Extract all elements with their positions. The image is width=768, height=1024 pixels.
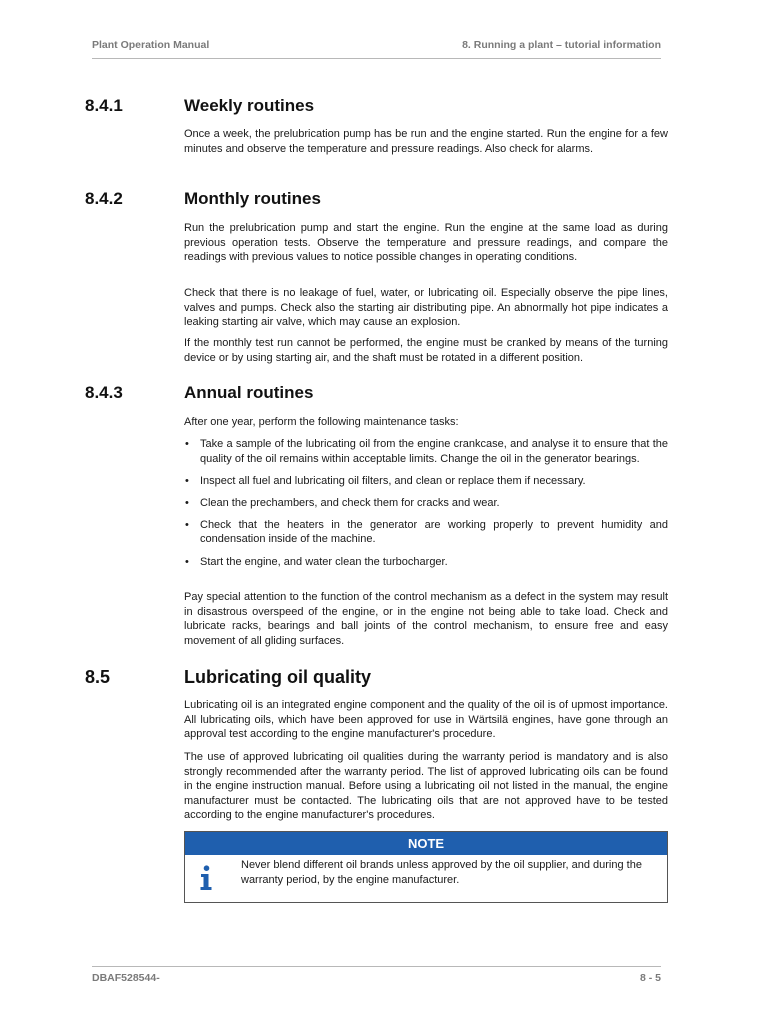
paragraph: The use of approved lubricating oil qualities during the warranty period is mandatory and is also strongly recommended after the warranty period. The list of approved lubricating oils can be found in the engine instruction manual. Before using a lubricating oil not listed in the manual, the engine manufacturer must be contacted. The lubricating oils that are not approved have to be tested according to the engine manufacturer's procedures. bbox=[184, 751, 668, 822]
list-item bbox=[184, 555, 668, 570]
list-item bbox=[184, 496, 668, 511]
list-item bbox=[184, 474, 668, 489]
bullet-icon: • bbox=[185, 474, 189, 487]
list-item-text: Inspect all fuel and lubricating oil filters, and clean or replace them if necessary. bbox=[200, 474, 586, 487]
note-text: Never blend different oil brands unless approved by the oil supplier, and during the warranty period, by the engine manufacturer. bbox=[241, 859, 642, 886]
manual-title: Plant Operation Manual bbox=[92, 39, 210, 51]
section-number: 8.5 bbox=[85, 667, 111, 687]
note-heading: NOTE bbox=[185, 832, 667, 855]
paragraph: Check that there is no leakage of fuel, water, or lubricating oil. Especially observe the pipe lines, valves and pumps. Check also the starting air distributing pipe. An abnormally hot pipe indicates a leaking starting air valve, which may cause an explosion. bbox=[184, 287, 668, 329]
list-item-text: Take a sample of the lubricating oil from the engine crankcase, and analyse it to ensure that the quality of the oil remains within acceptable limits. Change the oil in the generator bearings. bbox=[200, 438, 668, 465]
list-item-text: Clean the prechambers, and check them for cracks and wear. bbox=[200, 496, 500, 509]
section-title: Weekly routines bbox=[184, 96, 315, 115]
section-title: Monthly routines bbox=[184, 189, 321, 208]
info-icon bbox=[199, 865, 213, 891]
maintenance-task-list bbox=[184, 437, 668, 577]
bullet-icon: • bbox=[185, 496, 189, 509]
section-number: 8.4.1 bbox=[85, 96, 123, 115]
paragraph: Lubricating oil is an integrated engine component and the quality of the oil is of upmost importance. All lubricating oils, which have been approved for use in Wärtsilä engines, have gone through an approval test according to the engine manufacturer's procedure. bbox=[184, 699, 668, 741]
list-item bbox=[184, 518, 668, 547]
section-number: 8.4.2 bbox=[85, 189, 123, 208]
paragraph: Once a week, the prelubrication pump has be run and the engine started. Run the engine for a few minutes and observe the temperature and pressure readings. Also check for alarms. bbox=[184, 128, 668, 155]
page-number: 8 - 5 bbox=[639, 972, 661, 984]
list-item bbox=[184, 437, 668, 466]
paragraph: After one year, perform the following maintenance tasks: bbox=[184, 416, 459, 428]
bullet-icon: • bbox=[185, 438, 189, 450]
list-item-text: Check that the heaters in the generator are working properly to prevent humidity and condensation inside of the machine. bbox=[200, 518, 668, 546]
section-title: Lubricating oil quality bbox=[184, 667, 372, 687]
chapter-title: 8. Running a plant – tutorial information bbox=[462, 39, 661, 51]
paragraph: If the monthly test run cannot be performed, the engine must be cranked by means of the turning device or by using starting air, and the shaft must be rotated in a different position. bbox=[184, 337, 668, 364]
paragraph: Run the prelubrication pump and start the engine. Run the engine at the same load as during previous operation tests. Observe the temperature and pressure readings, and compare the readings with previous values to notice possible changes in operating conditions. bbox=[184, 222, 668, 264]
bullet-icon: • bbox=[185, 555, 189, 568]
paragraph: Pay special attention to the function of the control mechanism as a defect in the system may result in disastrous overspeed of the engine, or in the engine not being able to take load. Check and lubricate racks, bearings and ball joints of the control mechanism, to ensure free and easy movement of all gliding surfaces. bbox=[184, 591, 668, 647]
page-header bbox=[92, 38, 661, 59]
section-title: Annual routines bbox=[184, 383, 314, 402]
note-box bbox=[184, 831, 668, 903]
page-footer bbox=[92, 966, 661, 989]
section-number: 8.4.3 bbox=[85, 383, 123, 402]
document-id: DBAF528544- bbox=[92, 972, 160, 984]
list-item-text: Start the engine, and water clean the turbocharger. bbox=[200, 555, 448, 568]
bullet-icon: • bbox=[185, 518, 189, 531]
